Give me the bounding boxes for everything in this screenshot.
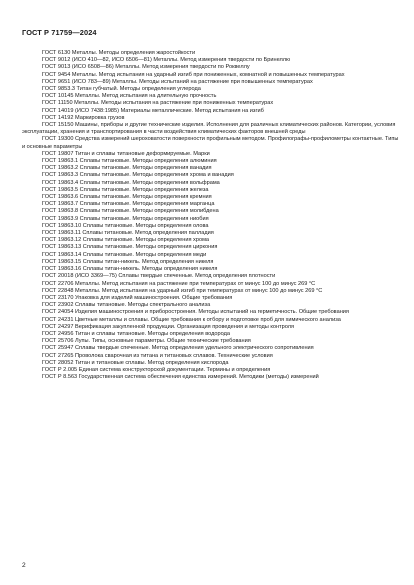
reference-entry: ГОСТ 28052 Титан и титановые сплавы. Метод определения кислорода <box>42 359 229 366</box>
reference-entry: ГОСТ 24956 Титан и сплавы титановые. Методы определения водорода <box>42 330 231 337</box>
reference-entry: ГОСТ 19863.1 Сплавы титановые. Методы определения алюминия <box>42 158 217 165</box>
reference-entry: ГОСТ 9012 (ИСО 410—82, ИСО 6506—81) Металлы. Метод измерения твердости по Бринеллю <box>42 57 291 64</box>
reference-entry: ГОСТ 20018 (ИСО 3369—75) Сплавы твердые спеченные. Метод определения плотности <box>42 273 276 280</box>
reference-entry: ГОСТ 19863.4 Сплавы титановые. Методы определения вольфрама <box>42 179 220 186</box>
reference-entry: ГОСТ 19807 Титан и сплавы титановые деформируемые. Марки <box>42 150 210 157</box>
page-number: 2 <box>22 562 26 569</box>
reference-entry: ГОСТ 15150 Машины, приборы и другие технические изделия. Исполнения для различных климатических районов. Категории, условия эксплуатации, хранения и транспортирования в части воздействия климатических факторов внешней среды <box>22 122 396 136</box>
reference-entry: ГОСТ 9013 (ИСО 6508—86) Металлы. Метод измерения твердости по Роквеллу <box>42 64 250 71</box>
reference-entry: ГОСТ 23170 Упаковка для изделий машиностроения. Общие требования <box>42 294 233 301</box>
reference-entry: ГОСТ 19863.10 Сплавы титановые. Методы определения олова <box>42 222 209 229</box>
page-header: ГОСТ Р 71759—2024 <box>22 28 97 37</box>
reference-entry: ГОСТ 19863.11 Сплавы титановые. Метод определения палладия <box>42 230 214 237</box>
reference-entry: ГОСТ 19863.3 Сплавы титановые. Методы определения хрома и ванадия <box>42 172 234 179</box>
reference-entry: ГОСТ 25947 Сплавы твердые спеченные. Метод определения удельного электрического сопротивления <box>42 345 314 352</box>
reference-entry: ГОСТ 24297 Верификация закупленной продукции. Организация проведения и методы контроля <box>42 323 294 330</box>
reference-entry: ГОСТ Р 8.563 Государственная система обеспечения единства измерений. Методики (методы) измерений <box>42 374 319 381</box>
reference-entry: ГОСТ 19863.5 Сплавы титановые. Методы определения железа <box>42 186 209 193</box>
reference-entry: ГОСТ 19863.8 Сплавы титановые. Методы определения молибдена <box>42 208 219 215</box>
reference-entry: ГОСТ 6130 Металлы. Методы определения жаростойкости <box>42 50 196 56</box>
reference-entry: ГОСТ 25706 Лупы. Типы, основные параметры. Общие технические требования <box>42 338 251 345</box>
reference-entry: ГОСТ 19863.7 Сплавы титановые. Методы определения марганца <box>42 201 215 208</box>
reference-entry: ГОСТ 19863.15 Сплавы титан-никель. Метод определения никеля <box>42 258 214 265</box>
reference-entry: ГОСТ 19863.12 Сплавы титановые. Методы определения хрома <box>42 237 210 244</box>
reference-entry: ГОСТ 19863.14 Сплавы титановые. Методы определения меди <box>42 251 207 258</box>
reference-entry: ГОСТ 27265 Проволока сварочная из титана и титановых сплавов. Технические условия <box>42 352 273 359</box>
reference-entry: ГОСТ 19863.13 Сплавы титановые. Методы определения циркония <box>42 244 218 251</box>
reference-entry: ГОСТ 9853.3 Титан губчатый. Методы определения углерода <box>42 86 201 93</box>
reference-entry: ГОСТ 14019 (ИСО 7438:1985) Материалы металлические. Метод испытания на изгиб <box>42 107 264 114</box>
reference-entry: ГОСТ 9454 Металлы. Метод испытания на ударный изгиб при пониженных, комнатной и повышенных температурах <box>42 71 345 78</box>
reference-entry: ГОСТ 14192 Маркировка грузов <box>42 114 125 121</box>
reference-entry: ГОСТ 19863.9 Сплавы титановые. Методы определения ниобия <box>42 215 209 222</box>
reference-entry: ГОСТ 24054 Изделия машиностроения и приборостроения. Методы испытаний на герметичность. Общие требования <box>42 309 349 316</box>
reference-entry: ГОСТ 11150 Металлы. Методы испытания на растяжение при пониженных температурах <box>42 100 274 107</box>
reference-entry: ГОСТ 22706 Металлы. Метод испытания на растяжение при температурах от минус 100 до минус 269 °C <box>42 280 316 287</box>
reference-entry: ГОСТ 10145 Металлы. Метод испытания на длительную прочность <box>42 93 217 100</box>
references-list <box>22 50 400 381</box>
reference-entry: ГОСТ 19300 Средства измерений шероховатости поверхности профильным методом. Профилографы-профилометры контактные. Типы и основные параметры <box>22 136 399 150</box>
reference-entry: ГОСТ 9651 (ИСО 783—89) Металлы. Методы испытаний на растяжение при повышенных температурах <box>42 78 313 85</box>
reference-entry: ГОСТ 19863.16 Сплавы титан-никель. Методы определения никеля <box>42 266 218 273</box>
reference-entry: ГОСТ Р 2.005 Единая система конструкторской документации. Термины и определения <box>42 366 271 373</box>
reference-entry: ГОСТ 19863.2 Сплавы титановые. Методы определения ванадия <box>42 165 212 172</box>
reference-entry: ГОСТ 23902 Сплавы титановые. Методы спектрального анализа <box>42 302 211 309</box>
reference-entry: ГОСТ 19863.6 Сплавы титановые. Методы определения кремния <box>42 194 212 201</box>
reference-entry: ГОСТ 22848 Металлы. Метод испытания на ударный изгиб при температурах от минус 100 до минус 269 °C <box>42 287 323 294</box>
reference-entry: ГОСТ 24231 Цветные металлы и сплавы. Общие требования к отбору и подготовке проб для химического анализа <box>42 316 341 323</box>
